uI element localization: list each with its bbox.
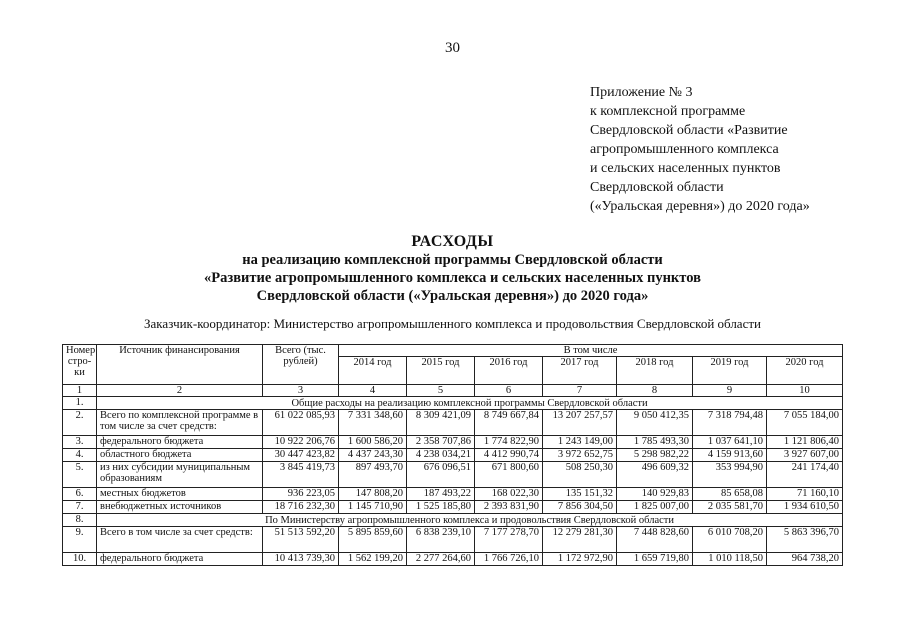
table-row [63,527,843,553]
year-value: 5 298 982,22 [617,449,693,462]
table-row [63,449,843,462]
year-value: 1 121 806,40 [767,436,843,449]
table-row [63,553,843,566]
header-year: 2020 год [767,357,843,385]
appendix-line: агропромышленного комплекса [590,142,779,157]
year-value: 187 493,22 [407,488,475,501]
table-row [63,410,843,436]
year-value: 1 562 199,20 [339,553,407,566]
header-year: 2018 год [617,357,693,385]
row-number: 8. [63,514,97,527]
column-number: 2 [97,385,263,397]
year-value: 1 934 610,50 [767,501,843,514]
year-value: 1 525 185,80 [407,501,475,514]
header-year: 2016 год [475,357,543,385]
total-value: 51 513 592,20 [263,527,339,553]
year-value: 8 749 667,84 [475,410,543,436]
year-value: 1 774 822,90 [475,436,543,449]
year-value: 1 785 493,30 [617,436,693,449]
row-number: 1. [63,397,97,410]
row-number: 9. [63,527,97,553]
column-number: 7 [543,385,617,397]
year-value: 5 895 859,60 [339,527,407,553]
year-value: 1 659 719,80 [617,553,693,566]
year-value: 676 096,51 [407,462,475,488]
year-value: 140 929,83 [617,488,693,501]
year-value: 4 159 913,60 [693,449,767,462]
year-value: 964 738,20 [767,553,843,566]
year-value: 7 856 304,50 [543,501,617,514]
total-value: 18 716 232,30 [263,501,339,514]
header-total: Всего (тыс. рублей) [263,345,339,385]
header-year: 2019 год [693,357,767,385]
appendix-line: и сельских населенных пунктов [590,161,781,176]
row-number: 10. [63,553,97,566]
year-value: 7 448 828,60 [617,527,693,553]
section-label: По Министерству агропромышленного комплекса и продовольствия Свердловской области [97,514,843,527]
column-numbers-row [63,385,843,397]
funding-source: областного бюджета [97,449,263,462]
year-value: 1 037 641,10 [693,436,767,449]
table-row [63,462,843,488]
row-number: 5. [63,462,97,488]
column-number: 10 [767,385,843,397]
year-value: 5 863 396,70 [767,527,843,553]
row-number: 4. [63,449,97,462]
year-value: 7 055 184,00 [767,410,843,436]
header-source: Источник финансирования [97,345,263,385]
year-value: 4 412 990,74 [475,449,543,462]
year-value: 9 050 412,35 [617,410,693,436]
appendix-note [590,83,810,216]
customer-coordinator: Заказчик-координатор: Министерство агропромышленного комплекса и продовольствия Свердловской области [144,316,761,331]
year-value: 508 250,30 [543,462,617,488]
row-number: 7. [63,501,97,514]
document-title [0,233,905,305]
table-row [63,501,843,514]
year-value: 85 658,08 [693,488,767,501]
year-value: 7 318 794,48 [693,410,767,436]
year-value: 353 994,90 [693,462,767,488]
year-value: 671 800,60 [475,462,543,488]
header-including: В том числе [339,345,843,357]
expenses-table [62,344,843,566]
section-row [63,397,843,410]
funding-source: федерального бюджета [97,553,263,566]
year-value: 12 279 281,30 [543,527,617,553]
column-number: 8 [617,385,693,397]
funding-source: внебюджетных источников [97,501,263,514]
year-value: 168 022,30 [475,488,543,501]
year-value: 1 825 007,00 [617,501,693,514]
title-line: Свердловской области («Уральская деревня») до 2020 года» [256,288,649,304]
column-number: 9 [693,385,767,397]
total-value: 30 447 423,82 [263,449,339,462]
year-value: 496 609,32 [617,462,693,488]
year-value: 6 010 708,20 [693,527,767,553]
year-value: 2 035 581,70 [693,501,767,514]
header-year: 2014 год [339,357,407,385]
section-label: Общие расходы на реализацию комплексной программы Свердловской области [97,397,843,410]
appendix-line: Свердловской области [590,180,724,195]
year-value: 71 160,10 [767,488,843,501]
year-value: 3 927 607,00 [767,449,843,462]
year-value: 2 393 831,90 [475,501,543,514]
title-heading: РАСХОДЫ [411,233,494,250]
funding-source: Всего в том числе за счет средств: [97,527,263,553]
section-row [63,514,843,527]
column-number: 5 [407,385,475,397]
header-year: 2015 год [407,357,475,385]
appendix-line: Свердловской области «Развитие [590,123,788,138]
column-number: 3 [263,385,339,397]
funding-source: местных бюджетов [97,488,263,501]
year-value: 147 808,20 [339,488,407,501]
year-value: 1 243 149,00 [543,436,617,449]
year-value: 1 010 118,50 [693,553,767,566]
appendix-line: Приложение № 3 [590,85,693,100]
row-number: 2. [63,410,97,436]
page-number: 30 [445,40,460,56]
row-number: 6. [63,488,97,501]
year-value: 3 972 652,75 [543,449,617,462]
row-number: 3. [63,436,97,449]
column-number: 6 [475,385,543,397]
table-row [63,488,843,501]
title-line: «Развитие агропромышленного комплекса и сельских населенных пунктов [204,270,701,286]
year-value: 7 331 348,60 [339,410,407,436]
table-row [63,436,843,449]
year-value: 1 145 710,90 [339,501,407,514]
appendix-line: («Уральская деревня») до 2020 года» [590,199,810,214]
funding-source: Всего по комплексной программе в том числе за счет средств: [97,410,263,436]
year-value: 1 766 726,10 [475,553,543,566]
year-value: 4 437 243,30 [339,449,407,462]
funding-source: федерального бюджета [97,436,263,449]
year-value: 6 838 239,10 [407,527,475,553]
year-value: 135 151,32 [543,488,617,501]
year-value: 897 493,70 [339,462,407,488]
year-value: 1 172 972,90 [543,553,617,566]
title-line: на реализацию комплексной программы Свердловской области [242,252,663,268]
column-number: 4 [339,385,407,397]
total-value: 10 413 739,30 [263,553,339,566]
year-value: 13 207 257,57 [543,410,617,436]
year-value: 241 174,40 [767,462,843,488]
year-value: 1 600 586,20 [339,436,407,449]
total-value: 10 922 206,76 [263,436,339,449]
header-row-number: Номер стро-ки [63,345,97,385]
funding-source: из них субсидии муниципальным образованиям [97,462,263,488]
header-year: 2017 год [543,357,617,385]
year-value: 8 309 421,09 [407,410,475,436]
year-value: 4 238 034,21 [407,449,475,462]
appendix-line: к комплексной программе [590,104,746,119]
column-number: 1 [63,385,97,397]
total-value: 936 223,05 [263,488,339,501]
year-value: 7 177 278,70 [475,527,543,553]
year-value: 2 358 707,86 [407,436,475,449]
total-value: 3 845 419,73 [263,462,339,488]
total-value: 61 022 085,93 [263,410,339,436]
year-value: 2 277 264,60 [407,553,475,566]
